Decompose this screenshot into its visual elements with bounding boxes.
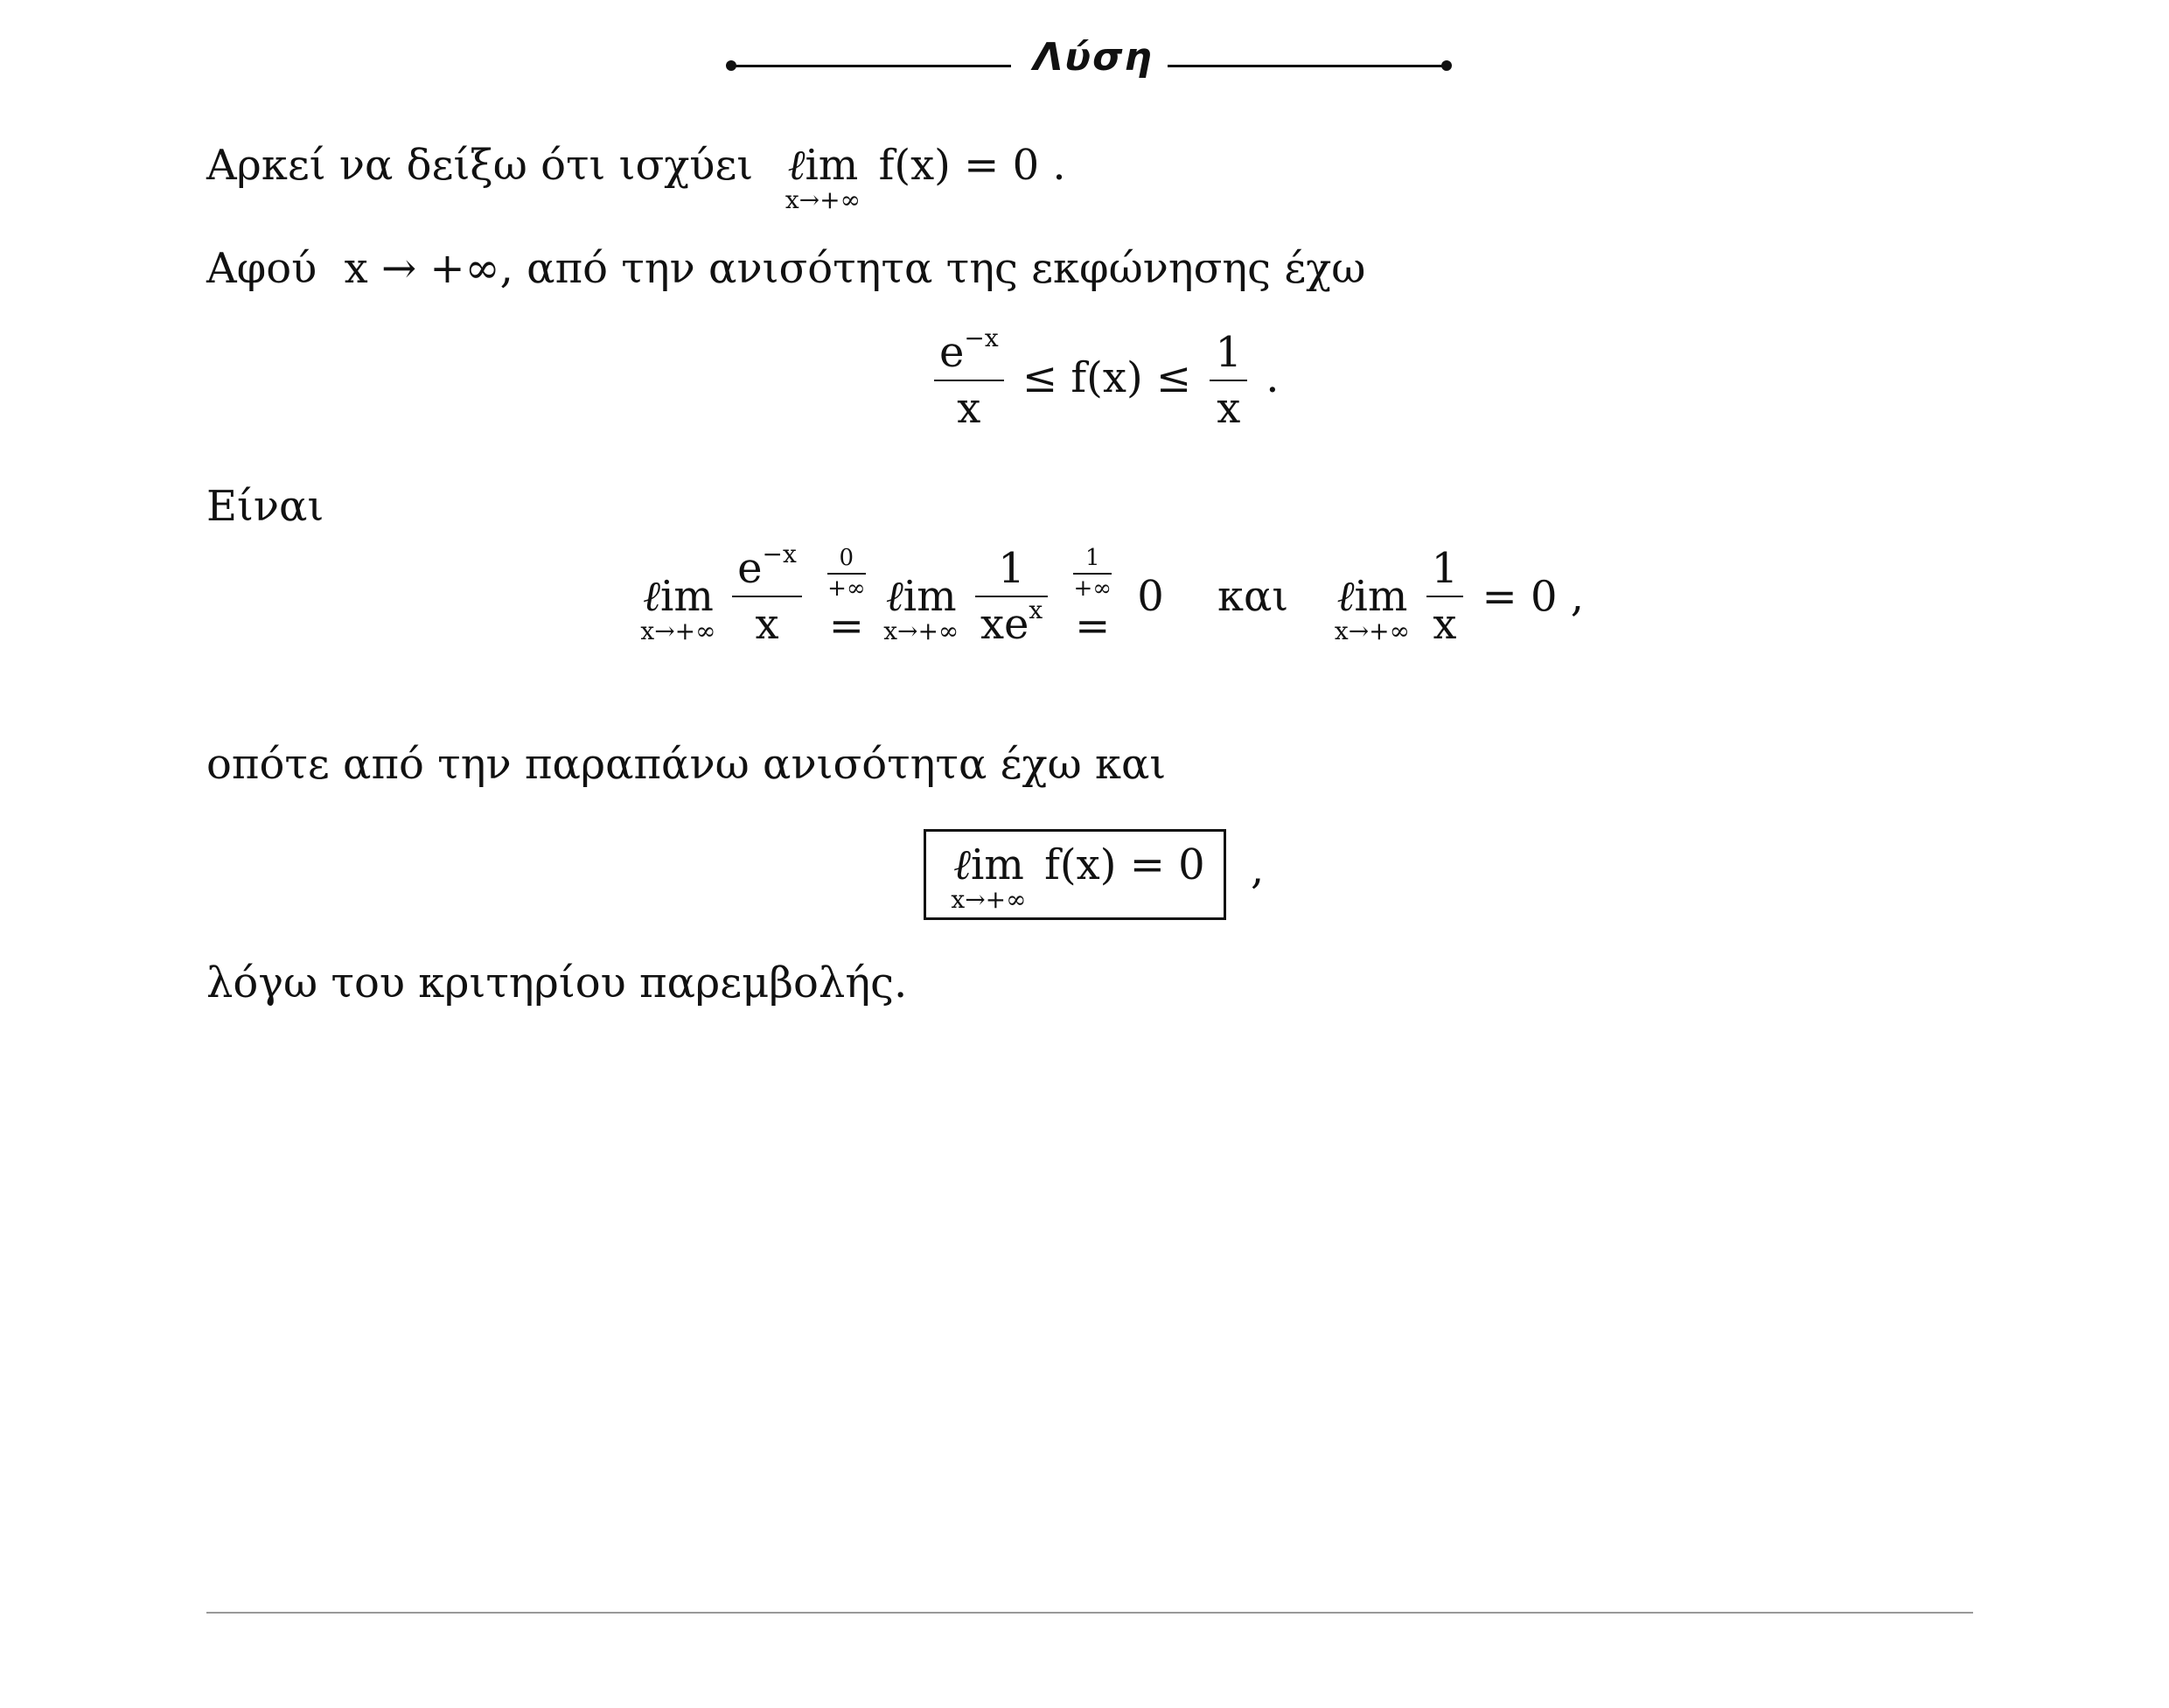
inequality-rhs-fraction: $\frac{1}{x}$ xyxy=(1210,331,1247,431)
paragraph-5 xyxy=(206,959,908,1007)
limit-operator-1: ℓim x→+∞ xyxy=(640,572,716,646)
paragraph-2 xyxy=(206,244,1366,293)
paragraph-1-text: Αρκεί να δείξω ότι ισχύει xyxy=(206,141,754,190)
limit-fraction-1: $\frac{e^{-x}}{x}$ xyxy=(732,547,802,647)
inequality-lhs-fraction: $\frac{e^{-x}}{x}$ xyxy=(934,331,1004,431)
limit-operator-boxed: ℓim x→+∞ xyxy=(951,840,1027,914)
boxed-expression: ℓim x→+∞ f(x) = 0 xyxy=(951,840,1205,914)
limit-fraction-3: $\frac{1}{x}$ xyxy=(1426,547,1464,647)
section-title: Λύση xyxy=(1033,35,1154,80)
paragraph-4-text: οπότε από την παραπάνω ανισότητα έχω και xyxy=(206,740,1167,789)
hint-fraction-2: $\frac{1}{+\infty}$ xyxy=(1073,545,1112,603)
conjunction: και xyxy=(1217,572,1289,622)
paragraph-1 xyxy=(206,141,1066,214)
header-rule-right xyxy=(1168,65,1447,67)
footer-rule xyxy=(206,1612,1973,1614)
equality-with-hint-2: $\frac{1}{+\infty}$ = xyxy=(1073,545,1112,651)
section-header xyxy=(726,35,1452,96)
paragraph-2-text-a: Αφού xyxy=(206,244,317,293)
limit-subscript: x→+∞ xyxy=(785,185,861,214)
inequality-middle: ≤ f(x) ≤ xyxy=(1022,352,1192,402)
hint-fraction-1: $\frac{0}{+\infty}$ xyxy=(827,545,866,603)
limits-display xyxy=(640,540,1584,651)
paragraph-4 xyxy=(206,740,1167,789)
limit-operator-3: ℓim x→+∞ xyxy=(1334,572,1410,646)
equality-with-hint-1: $\frac{0}{+\infty}$ = xyxy=(827,545,866,651)
inequality-end: . xyxy=(1266,352,1280,402)
boxed-after-comma: , xyxy=(1251,845,1265,894)
limit-result-2: = 0 , xyxy=(1482,572,1584,622)
paragraph-3 xyxy=(206,482,324,531)
paragraph-2-text-b: , από την ανισότητα της εκφώνησης έχω xyxy=(499,244,1366,293)
inequality-display xyxy=(929,324,1280,434)
limit-operator: ℓim x→+∞ xyxy=(785,141,861,214)
limit-fraction-2: $\frac{1}{xe^x}$ xyxy=(975,547,1048,647)
paragraph-2-math: x → +∞ xyxy=(344,244,500,293)
paragraph-3-text: Είναι xyxy=(206,482,324,531)
paragraph-1-math: f(x) = 0 . xyxy=(878,141,1066,190)
limit-operator-2: ℓim x→+∞ xyxy=(883,572,959,646)
paragraph-5-text: λόγω του κριτηρίου παρεμβολής. xyxy=(206,959,908,1007)
limit-result-1: 0 xyxy=(1137,572,1164,622)
header-rule-left xyxy=(731,65,1011,67)
header-rule-right-dot xyxy=(1441,60,1452,71)
